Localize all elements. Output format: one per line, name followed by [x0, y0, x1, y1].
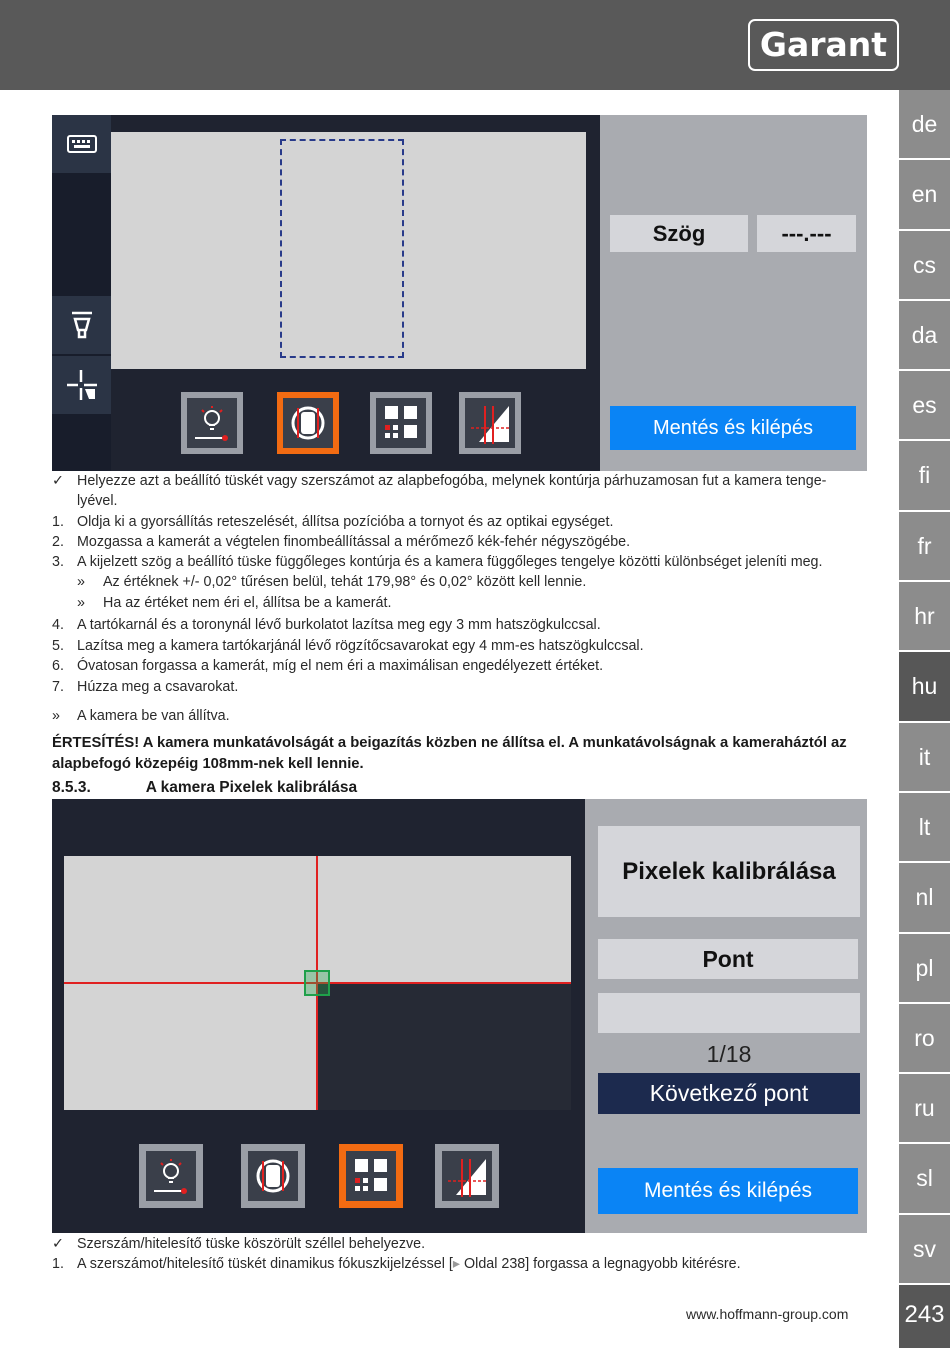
garant-logo: Garant — [748, 19, 899, 71]
point-value-field — [598, 993, 860, 1033]
section-title: A kamera Pixelek kalibrálása — [145, 779, 358, 796]
result-text: A kamera be van állítva. — [77, 708, 230, 724]
step-text: Lazítsa meg a kamera tartókarjánál lévő rögzítőcsavarokat egy 4 mm-es hatszögkulccsal. — [77, 638, 644, 654]
calibration-tool-button[interactable] — [339, 1144, 403, 1208]
next-point-button[interactable]: Következő pont — [598, 1073, 860, 1114]
angle-tool-button[interactable] — [435, 1144, 499, 1208]
lang-tab-de[interactable]: de — [899, 90, 950, 160]
screen-sidebar — [52, 115, 111, 471]
save-and-exit-button[interactable]: Mentés és kilépés — [598, 1168, 858, 1214]
lang-tab-sl[interactable]: sl — [899, 1144, 950, 1214]
lang-tab-pl[interactable]: pl — [899, 934, 950, 1004]
language-tabs — [899, 90, 950, 1348]
point-counter: 1/18 — [706, 1041, 752, 1067]
precondition-text-cont: lyével. — [77, 493, 118, 509]
precondition-text: Szerszám/hitelesítő tüske köszörült széllel behelyezve. — [77, 1236, 426, 1252]
light-tool-button[interactable] — [139, 1144, 203, 1208]
calibration-title: Pixelek kalibrálása — [598, 826, 860, 917]
header-bar — [0, 0, 950, 90]
page-reference-link[interactable]: Oldal 238 — [464, 1256, 526, 1272]
focus-icon — [283, 398, 333, 448]
lang-tab-it[interactable]: it — [899, 723, 950, 793]
focus-icon — [248, 1151, 298, 1201]
measure-rectangle — [280, 139, 404, 358]
result-marker: » — [52, 708, 60, 724]
result-text: Ha az értéket nem éri el, állítsa be a kamerát. — [103, 595, 392, 611]
lang-tab-fr[interactable]: fr — [899, 512, 950, 582]
step-number: 1. — [52, 1256, 64, 1272]
step-number: 1. — [52, 514, 64, 530]
control-panel — [600, 115, 867, 471]
check-icon: ✓ — [52, 1236, 64, 1252]
lang-tab-hr[interactable]: hr — [899, 582, 950, 652]
crosshair-button[interactable] — [52, 356, 111, 414]
pixel-calibration-screenshot — [52, 799, 867, 1233]
step-text: Óvatosan forgassa a kamerát, míg el nem éri a maximálisan engedélyezett értéket. — [77, 658, 604, 674]
holder-button[interactable] — [52, 296, 111, 354]
lang-tab-sv[interactable]: sv — [899, 1215, 950, 1285]
page-ref-arrow-icon: ▸ — [452, 1256, 461, 1272]
result-marker: » — [77, 574, 85, 590]
angle-icon — [465, 398, 515, 448]
focus-tool-button[interactable] — [241, 1144, 305, 1208]
target-marker — [304, 970, 330, 996]
step-text: Húzza meg a csavarokat. — [77, 679, 239, 695]
result-text: Az értéknek +/- 0,02° tűrésen belül, tehát 179,98° és 0,02° között kell lennie. — [103, 574, 587, 590]
step-text: Mozgassa a kamerát a végtelen finombeállítással a mérőmező kék-fehér négyszögébe. — [77, 534, 631, 550]
lightbulb-icon — [187, 398, 237, 448]
lang-tab-da[interactable]: da — [899, 301, 950, 371]
angle-tool-button[interactable] — [459, 392, 521, 454]
lang-tab-ru[interactable]: ru — [899, 1074, 950, 1144]
notice-label: ÉRTESÍTÉS! — [52, 735, 140, 751]
lang-tab-en[interactable]: en — [899, 160, 950, 230]
step-text-end: ] forgassa a legnagyobb kitérésre. — [525, 1256, 741, 1272]
keyboard-icon — [66, 132, 98, 156]
lang-tab-nl[interactable]: nl — [899, 863, 950, 933]
footer-url[interactable]: www.hoffmann-group.com — [686, 1306, 849, 1322]
step-text: A kijelzett szög a beállító tüske függőleges kontúrja és a kamera függőleges tengelye közötti különbséget jeleníti meg. — [77, 554, 823, 570]
grid-icon — [376, 398, 426, 448]
check-icon: ✓ — [52, 473, 64, 489]
notice-block — [52, 733, 867, 775]
control-panel — [585, 799, 867, 1233]
lightbulb-icon — [146, 1151, 196, 1201]
angle-measure-screenshot — [52, 115, 867, 471]
point-label: Pont — [598, 939, 858, 979]
result-marker: » — [77, 595, 85, 611]
notice-text: A kamera munkatávolságát a beigazítás közben ne állítsa el. A munkatávolságnak a kameraháztól az alapbefogó közepéig 108mm-nek kell lennie. — [52, 735, 847, 772]
angle-label: Szög — [610, 215, 748, 252]
lang-tab-cs[interactable]: cs — [899, 231, 950, 301]
step-text: Oldja ki a gyorsállítás reteszelését, állítsa pozícióba a tornyot és az optikai egységet. — [77, 514, 614, 530]
keyboard-button[interactable] — [52, 115, 111, 173]
step-text: A tartókarnál és a toronynál lévő burkolatot lazítsa meg egy 3 mm hatszögkulccsal. — [77, 617, 601, 633]
tool-holder-icon — [69, 310, 95, 340]
section-heading — [52, 778, 357, 798]
angle-icon — [442, 1151, 492, 1201]
focus-tool-button[interactable] — [277, 392, 339, 454]
step-number: 5. — [52, 638, 64, 654]
precondition-text: Helyezze azt a beállító tüskét vagy szerszámot az alapbefogóba, melynek kontúrja párhuzamosan fut a kamera tenge- — [77, 473, 827, 489]
angle-value: ---.--- — [757, 215, 856, 252]
calibration-tool-button[interactable] — [370, 392, 432, 454]
step-number: 2. — [52, 534, 64, 550]
grid-icon — [346, 1151, 396, 1201]
section-number: 8.5.3. — [52, 779, 91, 796]
dark-quadrant — [317, 983, 571, 1110]
save-and-exit-button[interactable]: Mentés és kilépés — [610, 406, 856, 450]
step-number: 3. — [52, 554, 64, 570]
lang-tab-ro[interactable]: ro — [899, 1004, 950, 1074]
step-text-start: A szerszámot/hitelesítő tüskét dinamikus fókuszkijelzéssel [ — [77, 1256, 453, 1272]
lang-tab-hu[interactable]: hu — [899, 652, 950, 722]
step-text — [77, 1254, 741, 1274]
step-number: 6. — [52, 658, 64, 674]
page-number: 243 — [899, 1285, 950, 1348]
light-tool-button[interactable] — [181, 392, 243, 454]
camera-view — [64, 856, 571, 1110]
lang-tab-es[interactable]: es — [899, 371, 950, 441]
step-number: 7. — [52, 679, 64, 695]
crosshair-icon — [65, 368, 99, 402]
lang-tab-lt[interactable]: lt — [899, 793, 950, 863]
camera-view — [111, 132, 586, 369]
lang-tab-fi[interactable]: fi — [899, 441, 950, 511]
step-number: 4. — [52, 617, 64, 633]
